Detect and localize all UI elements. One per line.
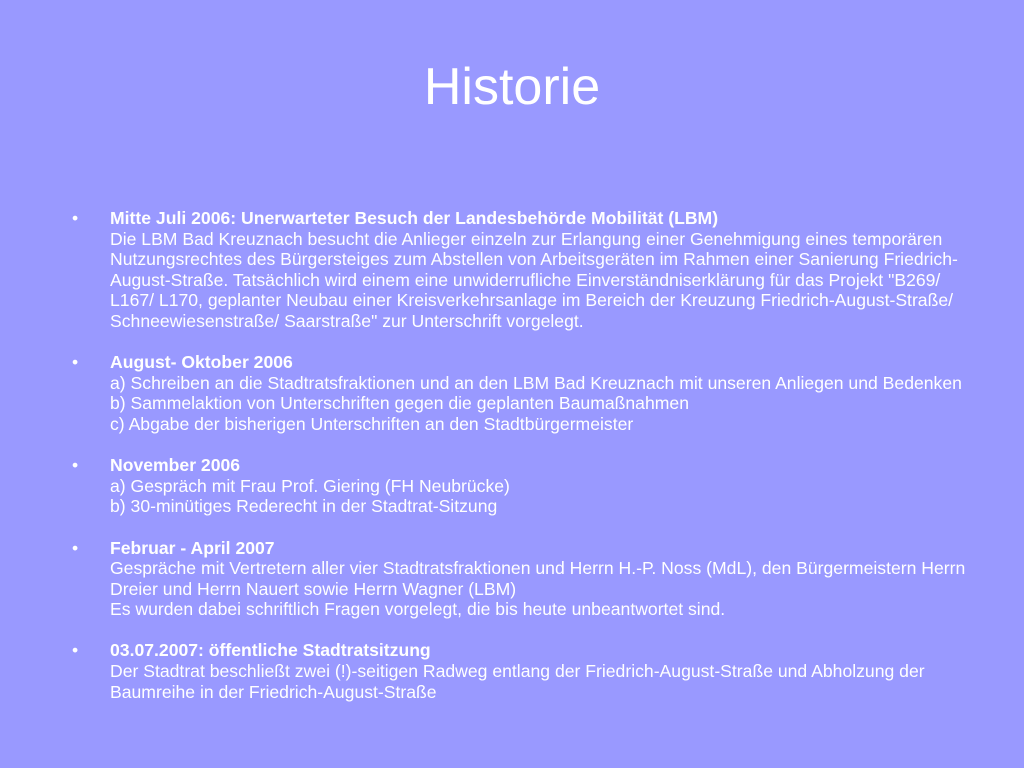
bullet-item	[72, 640, 972, 702]
bullet-text: Die LBM Bad Kreuznach besucht die Anlieger einzeln zur Erlangung einer Genehmigung eines temporären Nutzungsrechtes des Bürgersteiges zum Abstellen von Arbeitsgeräten im Rahmen einer Sanierung Friedrich-August-Straße. Tatsächlich wird einem eine unwiderrufliche Einverständniserklärung für das Projekt "B269/ L167/ L170, geplanter Neubau einer Kreisverkehrsanlage im Bereich der Kreuzung Friedrich-August-Straße/ Schneewiesenstraße/ Saarstraße" zur Unterschrift vorgelegt.	[110, 228, 958, 331]
bullet-dot-icon: •	[72, 640, 79, 661]
bullet-dot-icon: •	[72, 537, 79, 558]
bullet-heading: August- Oktober 2006	[110, 352, 293, 373]
bullet-item	[72, 208, 972, 332]
bullet-text: c) Abgabe der bisherigen Unterschriften an den Stadtbürgermeister	[110, 413, 634, 434]
bullet-dot-icon: •	[72, 455, 79, 476]
bullet-text: a) Gespräch mit Frau Prof. Giering (FH Neubrücke)	[110, 475, 510, 496]
bullet-text: Der Stadtrat beschließt zwei (!)-seitigen Radweg entlang der Friedrich-August-Straße und Abholzung der Baumreihe in der Friedrich-August-Straße	[110, 661, 925, 702]
bullet-text: b) 30-minütiges Rederecht in der Stadtrat-Sitzung	[110, 496, 498, 517]
bullet-item	[72, 352, 972, 434]
bullet-text: b) Sammelaktion von Unterschriften gegen die geplanten Baumaßnahmen	[110, 393, 689, 414]
bullet-dot-icon: •	[72, 352, 79, 373]
bullet-heading: Mitte Juli 2006: Unerwarteter Besuch der Landesbehörde Mobilität (LBM)	[110, 208, 719, 228]
bullet-item	[72, 455, 972, 517]
bullet-text: Es wurden dabei schriftlich Fragen vorgelegt, die bis heute unbeantwortet sind.	[110, 599, 726, 620]
bullet-heading: 03.07.2007: öffentliche Stadtratsitzung	[110, 640, 431, 661]
bullet-list	[72, 208, 972, 723]
bullet-item	[72, 538, 972, 620]
bullet-heading: November 2006	[110, 455, 241, 476]
bullet-dot-icon: •	[72, 208, 79, 228]
bullet-heading: Februar - April 2007	[110, 537, 275, 558]
bullet-text: a) Schreiben an die Stadtratsfraktionen und an den LBM Bad Kreuznach mit unseren Anliegen und Bedenken	[110, 372, 962, 393]
bullet-text: Gespräche mit Vertretern aller vier Stadtratsfraktionen und Herrn H.-P. Noss (MdL), den Bürgermeistern Herrn Dreier und Herrn Nauert sowie Herrn Wagner (LBM)	[110, 558, 966, 599]
slide-title: Historie	[423, 58, 601, 116]
